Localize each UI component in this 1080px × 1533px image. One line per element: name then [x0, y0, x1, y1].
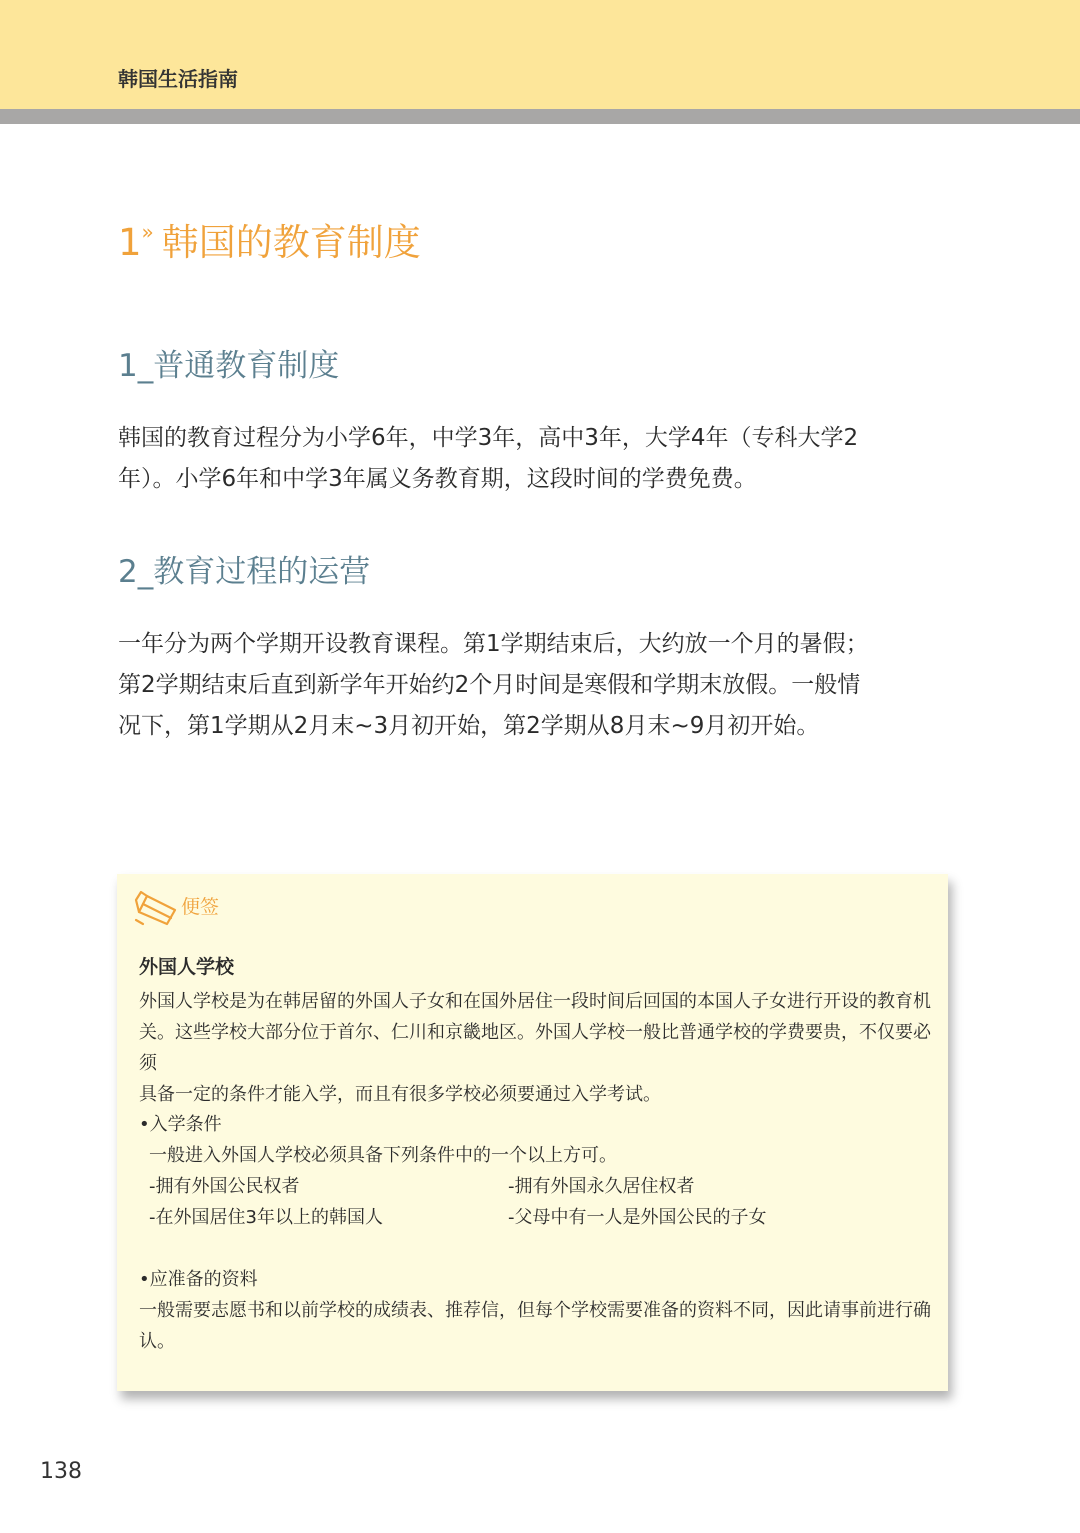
section-paragraph-general-education [118, 418, 958, 500]
admission-item: -在外国居住3年以上的韩国人 [149, 1207, 383, 1228]
header-title: 韩国生活指南 [118, 67, 238, 91]
admission-item: -拥有外国永久居住权者 [508, 1176, 695, 1197]
documents-line: 一般需要志愿书和以前学校的成绩表、推荐信，但每个学校需要准备的资料不同，因此请事前进行确 [139, 1300, 931, 1321]
section-paragraph-education-operation [118, 624, 958, 747]
page-header [0, 0, 1080, 109]
section-title-general-education: 1_普通教育制度 [118, 348, 340, 384]
paragraph-line: 况下，第1学期从2月末~3月初开始，第2学期从8月末~9月初开始。 [118, 713, 820, 739]
paragraph-line: 一年分为两个学期开设教育课程。第1学期结束后，大约放一个月的暑假； [118, 631, 869, 657]
admission-item: -父母中有一人是外国公民的子女 [508, 1207, 767, 1228]
chapter-title [118, 212, 421, 266]
chapter-mark: » [141, 220, 154, 244]
page-number: 138 [40, 1459, 82, 1484]
admission-title: •入学条件 [139, 1114, 222, 1135]
note-intro-line: 关。这些学校大部分位于首尔、仁川和京畿地区。外国人学校一般比普通学校的学费要贵，不仅要必须 [139, 1022, 931, 1074]
admission-item: -拥有外国公民权者 [149, 1176, 300, 1197]
pencil-icon [133, 886, 179, 926]
documents-text [139, 1295, 931, 1357]
paragraph-line: 年）。小学6年和中学3年属义务教育期，这段时间的学费免费。 [118, 466, 757, 492]
header-divider [0, 109, 1080, 124]
documents-line: 认。 [139, 1331, 175, 1352]
note-box [117, 874, 948, 1391]
chapter-number: 1 [118, 221, 142, 264]
chapter-title-text: 韩国的教育制度 [161, 221, 421, 264]
section-title-education-operation: 2_教育过程的运营 [118, 554, 371, 590]
paragraph-line: 韩国的教育过程分为小学6年，中学3年，高中3年，大学4年（专科大学2 [118, 425, 859, 451]
note-intro-line: 外国人学校是为在韩居留的外国人子女和在国外居住一段时间后回国的本国人子女进行开设的教育机 [139, 991, 931, 1012]
note-intro-line: 具备一定的条件才能入学，而且有很多学校必须要通过入学考试。 [139, 1084, 661, 1105]
admission-description: 一般进入外国人学校必须具备下列条件中的一个以上方可。 [149, 1145, 617, 1166]
documents-title: •应准备的资料 [139, 1269, 258, 1290]
paragraph-line: 第2学期结束后直到新学年开始约2个月时间是寒假和学期末放假。一般情 [118, 672, 861, 698]
note-intro [139, 986, 931, 1110]
note-label: 便签 [181, 896, 220, 918]
note-heading: 外国人学校 [139, 956, 235, 978]
